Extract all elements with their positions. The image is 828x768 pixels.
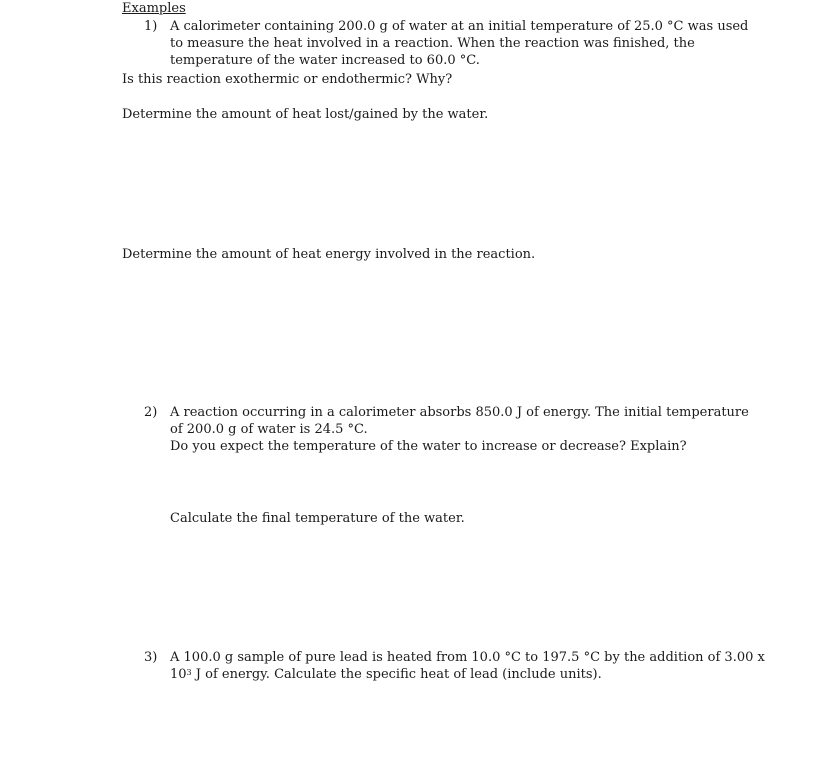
question-1-prompt-heat-reaction: Determine the amount of heat energy involved in the reaction. (122, 247, 536, 262)
question-2-text (170, 404, 749, 455)
question-2-number: 2) (144, 405, 158, 420)
question-2-line: Do you expect the temperature of the water to increase or decrease? Explain? (170, 439, 687, 454)
question-3-text (170, 649, 765, 683)
question-1-line: A calorimeter containing 200.0 g of water at an initial temperature of 25.0 °C was used (170, 19, 749, 34)
exponent: 3 (186, 668, 192, 677)
question-1-prompt-heat-water: Determine the amount of heat lost/gained by the water. (122, 107, 489, 122)
question-1-line: to measure the heat involved in a reaction. When the reaction was finished, the (170, 36, 695, 51)
question-3-line-2-rest: J of energy. Calculate the specific heat of lead (include units). (191, 667, 602, 682)
exponent-base: 10 (170, 667, 187, 682)
question-3-number: 3) (144, 650, 158, 665)
question-2-line: A reaction occurring in a calorimeter absorbs 850.0 J of energy. The initial temperature (170, 405, 749, 420)
question-2-line: of 200.0 g of water is 24.5 °C. (170, 422, 368, 437)
question-2-prompt-final-temp: Calculate the final temperature of the water. (170, 511, 465, 526)
question-3-line-2 (170, 666, 765, 683)
question-1-line: temperature of the water increased to 60.0 °C. (170, 53, 480, 68)
examples-heading: Examples (122, 1, 186, 16)
question-3-line-1: A 100.0 g sample of pure lead is heated from 10.0 °C to 197.5 °C by the addition of 3.00 x (170, 650, 765, 665)
question-1-text (170, 18, 748, 69)
question-1-prompt-exo-endo: Is this reaction exothermic or endothermic? Why? (122, 72, 453, 87)
question-1-number: 1) (144, 19, 158, 34)
